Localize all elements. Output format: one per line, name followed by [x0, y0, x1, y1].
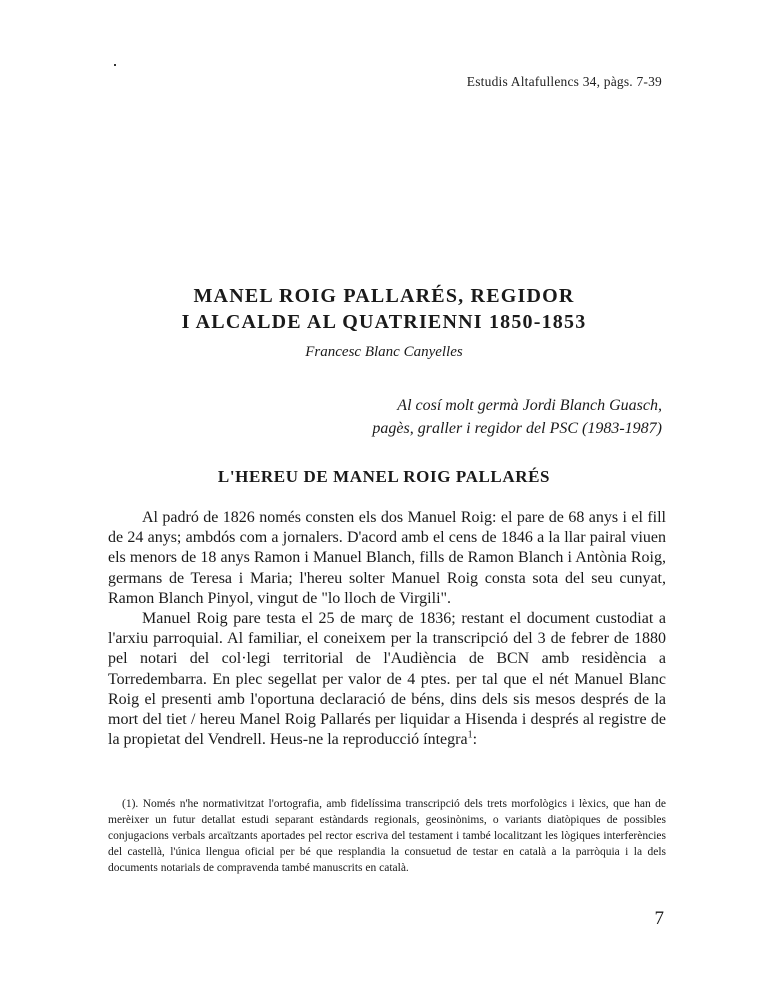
dedication-line-2: pagès, graller i regidor del PSC (1983-1987): [372, 420, 662, 437]
page-number: 7: [654, 908, 664, 929]
stray-ink-mark: [114, 64, 116, 66]
paragraph-2-text: Manuel Roig pare testa el 25 de març de 1836; restant el document custodiat a l'arxiu parroquial. Al familiar, el coneixem per la transcripció del 3 de febrer de 1880 pel notari del col·legi territorial de l'Audiència de BCN amb residència a Torredembarra. En plec segellat per valor de 4 ptes. per tal que el nét Manuel Blanc Roig el presenti amb l'oportuna declaració de béns, dins dels sis mesos després de la mort del tiet / hereu Manel Roig Pallarés per liquidar a Hisenda i després al registre de la propietat del Vendrell. Heus-ne la reproducció íntegra: [108, 610, 666, 749]
paragraph-2-end: :: [472, 731, 478, 749]
article-title-line-2: I ALCALDE AL QUATRIENNI 1850-1853: [181, 311, 587, 333]
running-head: Estudis Altafullencs 34, pàgs. 7-39: [466, 74, 662, 89]
paragraph-1: Al padró de 1826 només consten els dos Manuel Roig: el pare de 68 anys i el fill de 24 anys; ambdós com a jornalers. D'acord amb el cens de 1846 a la llar pairal viuen els menors de 18 anys Ramon i Manuel Blanch, fills de Ramon Blanch i Antònia Roig, germans de Teresa i Maria; l'hereu solter Manuel Roig consta sota del seu cunyat, Ramon Blanch Pinyol, vingut de "lo lloch de Virgili".: [108, 509, 666, 607]
dedication-line-1: Al cosí molt germà Jordi Blanch Guasch,: [397, 397, 662, 414]
section-heading: L'HEREU DE MANEL ROIG PALLARÉS: [217, 467, 551, 486]
dedication: [372, 394, 662, 440]
body-text: [108, 508, 666, 750]
article-title: [100, 283, 668, 335]
footnote-text: (1). Només n'he normativitzat l'ortografia, amb fidelíssima transcripció dels trets morfològics i lèxics, que han de merèixer un futur detallat estudi separant estàndards regionals, geosinònims, o variants diatòpiques de possibles conjugacions verbals arcaïtzants aportades pel rector escriva del testament i també localitzant les lògiques interferències del castellà, l'única llengua oficial per bé que resplandia la consuetud de testar en català a la parròquia i la dels documents notarials de compravenda també manuscrits en català.: [108, 798, 666, 874]
author-name: Francesc Blanc Canyelles: [305, 344, 463, 360]
footnote-reference[interactable]: 1: [467, 729, 473, 741]
footnote: [108, 796, 666, 876]
article-title-line-1: MANEL ROIG PALLARÉS, REGIDOR: [193, 285, 575, 307]
paragraph-2: [108, 609, 666, 750]
